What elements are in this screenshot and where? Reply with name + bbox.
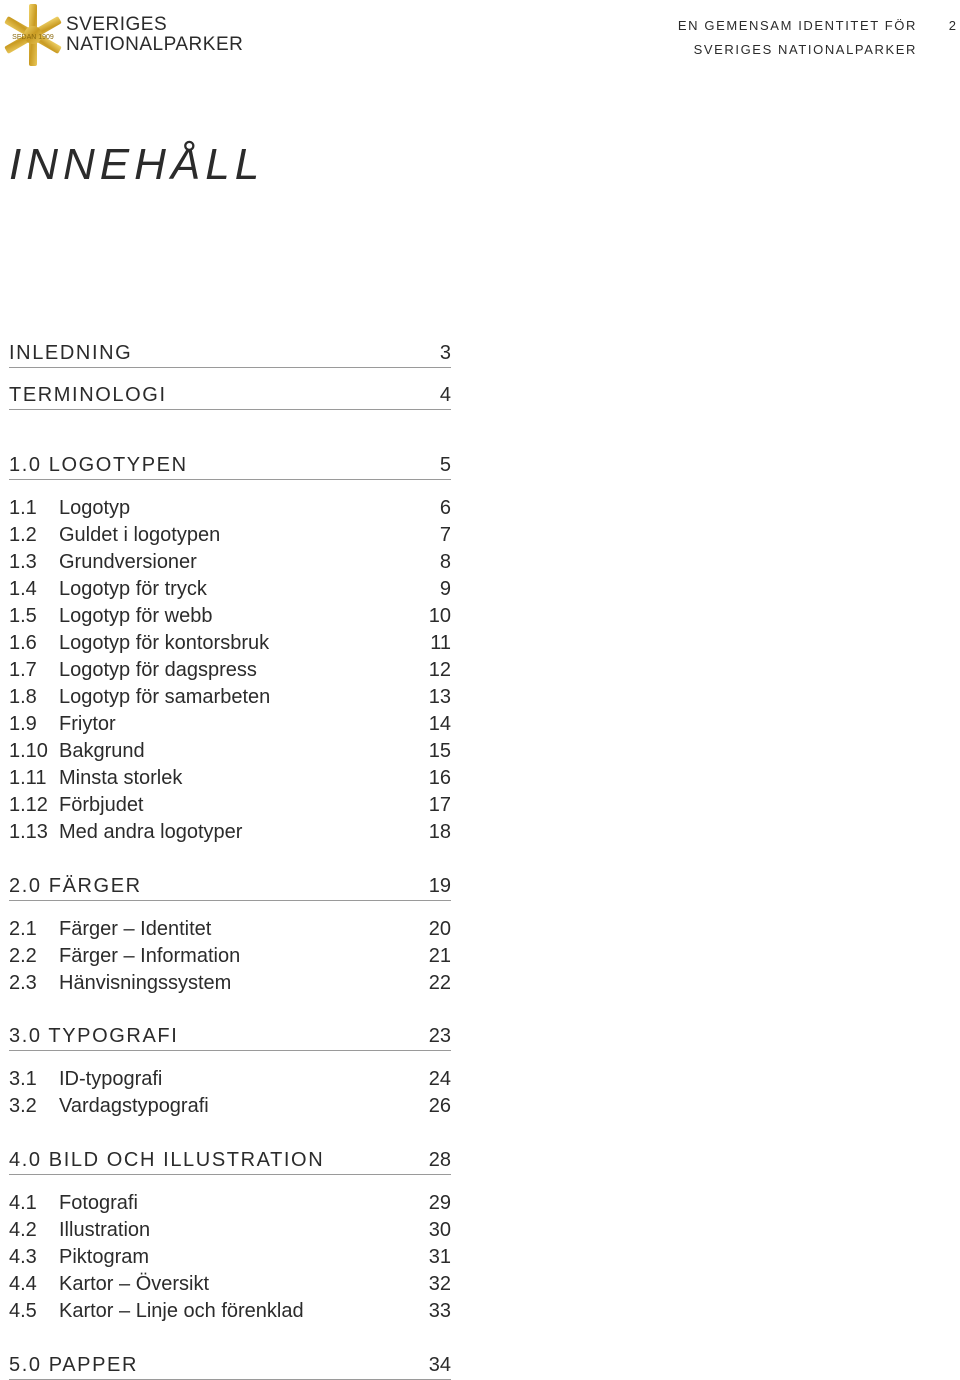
toc-item-label: ID-typografi xyxy=(59,1068,163,1090)
toc-item-page: 22 xyxy=(428,972,451,994)
header-tagline xyxy=(678,14,917,62)
toc-item[interactable] xyxy=(9,684,451,711)
toc-item-page: 26 xyxy=(428,1095,451,1117)
toc-section-logotypen[interactable] xyxy=(9,452,451,480)
toc-item-label: Fotografi xyxy=(59,1192,138,1214)
brand-name xyxy=(66,15,243,55)
emblem-text: SEDAN 1909 xyxy=(12,34,54,41)
toc-item-page: 30 xyxy=(428,1219,451,1241)
toc-section-terminologi[interactable] xyxy=(9,382,451,410)
toc-item-label: Piktogram xyxy=(59,1246,150,1268)
toc-item[interactable] xyxy=(9,657,451,684)
toc-item-number: 1.9 xyxy=(9,713,37,735)
toc-item-number: 1.3 xyxy=(9,551,37,573)
toc-item-number: 4.4 xyxy=(9,1273,37,1295)
toc-section-label: 4.0 BILD OCH ILLUSTRATION xyxy=(9,1149,325,1171)
toc-item-label: Kartor – Översikt xyxy=(59,1273,210,1295)
toc-item-label: Logotyp för dagspress xyxy=(59,659,257,681)
toc-section-page: 5 xyxy=(439,454,451,476)
toc-item-label: Guldet i logotypen xyxy=(59,524,221,546)
toc-item-number: 2.1 xyxy=(9,918,37,940)
toc-item[interactable] xyxy=(9,943,451,970)
toc-section-page: 34 xyxy=(428,1354,451,1376)
toc-item-label: Logotyp för tryck xyxy=(59,578,207,600)
toc-item-label: Färger – Identitet xyxy=(59,918,212,940)
toc-section-label: 1.0 LOGOTYPEN xyxy=(9,454,188,476)
toc-item-page: 20 xyxy=(428,918,451,940)
toc-item[interactable] xyxy=(9,1217,451,1244)
toc-item-label: Förbjudet xyxy=(59,794,144,816)
toc-item[interactable] xyxy=(9,819,451,846)
toc-item[interactable] xyxy=(9,603,451,630)
toc-item-number: 1.8 xyxy=(9,686,37,708)
toc-item-number: 1.4 xyxy=(9,578,37,600)
page-title: INNEHÅLL xyxy=(9,140,265,189)
toc-item-page: 31 xyxy=(428,1246,451,1268)
toc-section-typografi[interactable] xyxy=(9,1023,451,1051)
toc-item-number: 1.12 xyxy=(9,794,48,816)
toc-item[interactable] xyxy=(9,792,451,819)
toc-item-page: 16 xyxy=(428,767,451,789)
toc-item-number: 4.3 xyxy=(9,1246,37,1268)
toc-item-number: 1.6 xyxy=(9,632,37,654)
toc-item-page: 12 xyxy=(428,659,451,681)
toc-section-label: 2.0 FÄRGER xyxy=(9,875,142,897)
toc-item-page: 7 xyxy=(439,524,451,546)
toc-item[interactable] xyxy=(9,630,451,657)
toc-item-page: 15 xyxy=(428,740,451,762)
toc-item[interactable] xyxy=(9,916,451,943)
toc-item-label: Illustration xyxy=(59,1219,151,1241)
toc-item[interactable] xyxy=(9,738,451,765)
toc-item-number: 2.3 xyxy=(9,972,37,994)
toc-item-label: Logotyp för samarbeten xyxy=(59,686,271,708)
toc-item-number: 1.5 xyxy=(9,605,37,627)
toc-item-number: 4.5 xyxy=(9,1300,37,1322)
toc-item-label: Hänvisningssystem xyxy=(59,972,232,994)
toc-item[interactable] xyxy=(9,576,451,603)
toc-item-label: Färger – Information xyxy=(59,945,241,967)
toc-item-label: Friytor xyxy=(59,713,116,735)
toc-item-page: 24 xyxy=(428,1068,451,1090)
snowflake-emblem-icon xyxy=(2,2,64,68)
toc-item-page: 14 xyxy=(428,713,451,735)
toc-item[interactable] xyxy=(9,1190,451,1217)
page-number: 2 xyxy=(948,18,956,33)
toc-item[interactable] xyxy=(9,1093,451,1120)
toc-item-number: 4.1 xyxy=(9,1192,37,1214)
toc-section-page: 19 xyxy=(428,875,451,897)
toc-item-label: Med andra logotyper xyxy=(59,821,243,843)
toc-section-page: 3 xyxy=(439,342,451,364)
toc-item[interactable] xyxy=(9,549,451,576)
toc-section-page: 23 xyxy=(428,1025,451,1047)
toc-item-number: 3.2 xyxy=(9,1095,37,1117)
toc-item-label: Grundversioner xyxy=(59,551,197,573)
toc-item[interactable] xyxy=(9,970,451,997)
toc-section-page: 4 xyxy=(439,384,451,406)
toc-item[interactable] xyxy=(9,711,451,738)
toc-item-label: Kartor – Linje och förenklad xyxy=(59,1300,304,1322)
logo xyxy=(2,2,252,68)
toc-item-label: Logotyp för webb xyxy=(59,605,213,627)
toc-item-page: 21 xyxy=(428,945,451,967)
toc-item[interactable] xyxy=(9,1271,451,1298)
brand-line-2: NATIONALPARKER xyxy=(66,34,244,55)
toc-item[interactable] xyxy=(9,765,451,792)
toc-section-label: 5.0 PAPPER xyxy=(9,1354,139,1376)
toc-section-inledning[interactable] xyxy=(9,340,451,368)
tagline-line-1: EN GEMENSAM IDENTITET FÖR xyxy=(677,18,917,33)
toc-item-number: 1.11 xyxy=(9,767,47,789)
toc-section-label: 3.0 TYPOGRAFI xyxy=(9,1025,179,1047)
toc-item[interactable] xyxy=(9,495,451,522)
toc-section-farger[interactable] xyxy=(9,873,451,901)
toc-item-page: 6 xyxy=(439,497,451,519)
toc-section-label: TERMINOLOGI xyxy=(9,384,167,406)
toc-item-label: Logotyp för kontorsbruk xyxy=(59,632,270,654)
tagline-line-2: SVERIGES NATIONALPARKER xyxy=(693,42,917,57)
toc-section-label: INLEDNING xyxy=(9,342,133,364)
toc-item-number: 1.7 xyxy=(9,659,37,681)
toc-item-label: Minsta storlek xyxy=(59,767,183,789)
toc-item[interactable] xyxy=(9,1244,451,1271)
toc-item-page: 29 xyxy=(428,1192,451,1214)
toc-item-label: Bakgrund xyxy=(59,740,145,762)
toc-item-number: 1.2 xyxy=(9,524,37,546)
toc-item-label: Vardagstypografi xyxy=(59,1095,209,1117)
toc-item-page: 33 xyxy=(428,1300,451,1322)
toc-item-number: 4.2 xyxy=(9,1219,37,1241)
toc-item-page: 13 xyxy=(428,686,451,708)
toc-item-page: 10 xyxy=(428,605,451,627)
toc-item-number: 1.1 xyxy=(9,497,37,519)
toc-section-papper[interactable] xyxy=(9,1352,451,1380)
toc-item-page: 8 xyxy=(439,551,451,573)
toc-item-page: 32 xyxy=(428,1273,451,1295)
toc-item-number: 3.1 xyxy=(9,1068,37,1090)
toc-item[interactable] xyxy=(9,1298,451,1325)
toc-item-page: 17 xyxy=(428,794,451,816)
toc-item-page: 11 xyxy=(430,632,451,654)
toc-item-page: 18 xyxy=(428,821,451,843)
toc-item[interactable] xyxy=(9,1066,451,1093)
brand-line-1: SVERIGES xyxy=(66,14,168,35)
toc-item[interactable] xyxy=(9,522,451,549)
toc-section-page: 28 xyxy=(428,1149,451,1171)
toc-item-label: Logotyp xyxy=(59,497,131,519)
toc-section-bild[interactable] xyxy=(9,1147,451,1175)
toc-item-page: 9 xyxy=(439,578,451,600)
toc-item-number: 1.13 xyxy=(9,821,48,843)
toc-item-number: 2.2 xyxy=(9,945,37,967)
toc-item-number: 1.10 xyxy=(9,740,48,762)
